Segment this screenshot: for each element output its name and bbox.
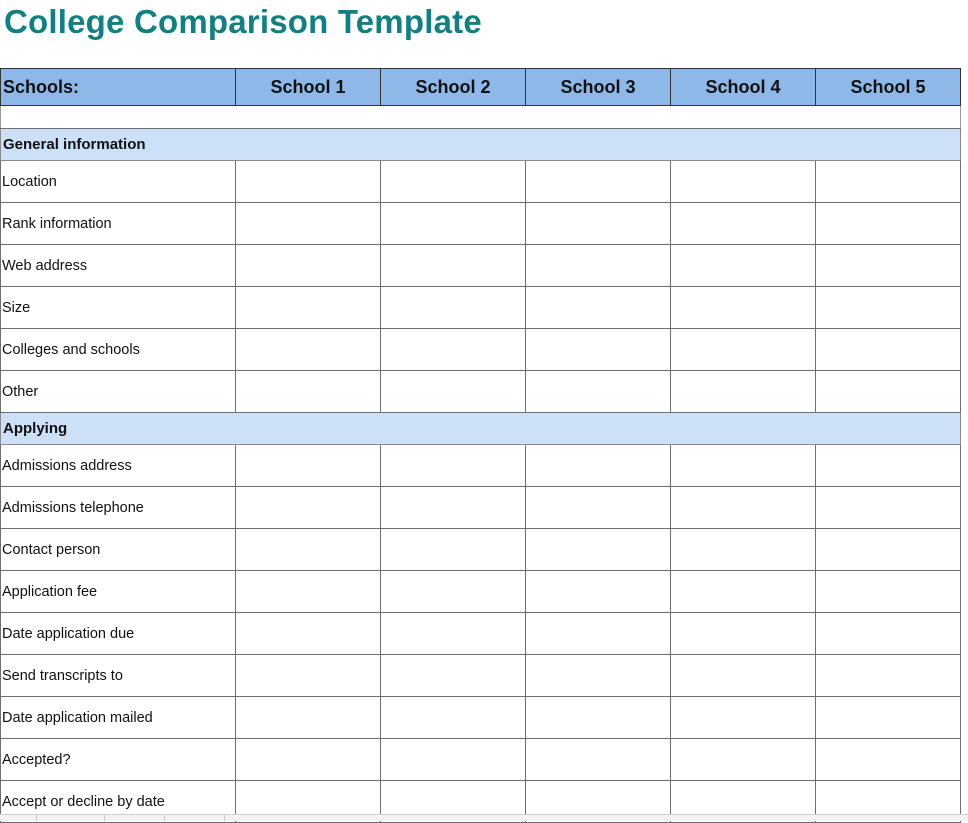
table-row bbox=[1, 329, 961, 371]
school-5-cell[interactable] bbox=[816, 739, 961, 781]
school-5-cell[interactable] bbox=[816, 161, 961, 203]
school-5-cell[interactable] bbox=[816, 445, 961, 487]
school-5-cell[interactable] bbox=[816, 287, 961, 329]
school-3-cell[interactable] bbox=[526, 571, 671, 613]
row-label[interactable]: Admissions telephone bbox=[1, 487, 236, 529]
school-3-cell[interactable] bbox=[526, 529, 671, 571]
school-4-cell[interactable] bbox=[671, 203, 816, 245]
tab-divider bbox=[224, 815, 225, 821]
school-3-cell[interactable] bbox=[526, 739, 671, 781]
school-3-cell[interactable] bbox=[526, 487, 671, 529]
table-row bbox=[1, 445, 961, 487]
school-3-cell[interactable] bbox=[526, 245, 671, 287]
school-4-cell[interactable] bbox=[671, 697, 816, 739]
school-1-cell[interactable] bbox=[236, 287, 381, 329]
table-row bbox=[1, 655, 961, 697]
school-header-4[interactable]: School 4 bbox=[671, 69, 816, 106]
row-label[interactable]: Send transcripts to bbox=[1, 655, 236, 697]
school-5-cell[interactable] bbox=[816, 697, 961, 739]
row-label[interactable]: Other bbox=[1, 371, 236, 413]
school-4-cell[interactable] bbox=[671, 571, 816, 613]
school-1-cell[interactable] bbox=[236, 739, 381, 781]
section-row bbox=[1, 413, 961, 445]
school-1-cell[interactable] bbox=[236, 371, 381, 413]
school-2-cell[interactable] bbox=[381, 571, 526, 613]
section-row bbox=[1, 129, 961, 161]
school-1-cell[interactable] bbox=[236, 613, 381, 655]
school-4-cell[interactable] bbox=[671, 529, 816, 571]
school-2-cell[interactable] bbox=[381, 329, 526, 371]
row-label[interactable]: Location bbox=[1, 161, 236, 203]
table-row bbox=[1, 697, 961, 739]
row-label[interactable]: Accept or decline by date bbox=[1, 781, 236, 823]
school-2-cell[interactable] bbox=[381, 161, 526, 203]
school-1-cell[interactable] bbox=[236, 445, 381, 487]
school-4-cell[interactable] bbox=[671, 161, 816, 203]
comparison-table bbox=[0, 68, 961, 823]
spacer-row bbox=[1, 106, 961, 129]
school-5-cell[interactable] bbox=[816, 371, 961, 413]
school-4-cell[interactable] bbox=[671, 613, 816, 655]
row-label[interactable]: Contact person bbox=[1, 529, 236, 571]
table-row bbox=[1, 613, 961, 655]
school-1-cell[interactable] bbox=[236, 571, 381, 613]
spacer-cell[interactable] bbox=[1, 106, 961, 129]
school-2-cell[interactable] bbox=[381, 655, 526, 697]
section-heading[interactable]: Applying bbox=[1, 413, 961, 445]
school-2-cell[interactable] bbox=[381, 371, 526, 413]
row-label[interactable]: Accepted? bbox=[1, 739, 236, 781]
school-5-cell[interactable] bbox=[816, 613, 961, 655]
school-1-cell[interactable] bbox=[236, 487, 381, 529]
school-3-cell[interactable] bbox=[526, 329, 671, 371]
row-label[interactable]: Date application mailed bbox=[1, 697, 236, 739]
row-label[interactable]: Admissions address bbox=[1, 445, 236, 487]
row-label[interactable]: Web address bbox=[1, 245, 236, 287]
school-2-cell[interactable] bbox=[381, 245, 526, 287]
school-1-cell[interactable] bbox=[236, 203, 381, 245]
row-label[interactable]: Date application due bbox=[1, 613, 236, 655]
school-2-cell[interactable] bbox=[381, 203, 526, 245]
school-2-cell[interactable] bbox=[381, 487, 526, 529]
school-2-cell[interactable] bbox=[381, 529, 526, 571]
row-label[interactable]: Application fee bbox=[1, 571, 236, 613]
row-label[interactable]: Rank information bbox=[1, 203, 236, 245]
table-row bbox=[1, 287, 961, 329]
row-label[interactable]: Colleges and schools bbox=[1, 329, 236, 371]
table-row bbox=[1, 571, 961, 613]
school-4-cell[interactable] bbox=[671, 287, 816, 329]
school-header-2[interactable]: School 2 bbox=[381, 69, 526, 106]
header-row bbox=[1, 69, 961, 106]
school-5-cell[interactable] bbox=[816, 487, 961, 529]
school-3-cell[interactable] bbox=[526, 655, 671, 697]
school-4-cell[interactable] bbox=[671, 739, 816, 781]
table-row bbox=[1, 161, 961, 203]
school-4-cell[interactable] bbox=[671, 487, 816, 529]
school-3-cell[interactable] bbox=[526, 203, 671, 245]
school-header-1[interactable]: School 1 bbox=[236, 69, 381, 106]
school-3-cell[interactable] bbox=[526, 371, 671, 413]
school-1-cell[interactable] bbox=[236, 245, 381, 287]
school-5-cell[interactable] bbox=[816, 245, 961, 287]
table-row bbox=[1, 739, 961, 781]
page-title: College Comparison Template bbox=[4, 3, 482, 40]
sections-body bbox=[1, 129, 961, 823]
school-3-cell[interactable] bbox=[526, 613, 671, 655]
school-header-5[interactable]: School 5 bbox=[816, 69, 961, 106]
school-4-cell[interactable] bbox=[671, 371, 816, 413]
school-1-cell[interactable] bbox=[236, 161, 381, 203]
school-3-cell[interactable] bbox=[526, 445, 671, 487]
table-row bbox=[1, 487, 961, 529]
school-5-cell[interactable] bbox=[816, 203, 961, 245]
school-3-cell[interactable] bbox=[526, 287, 671, 329]
school-4-cell[interactable] bbox=[671, 329, 816, 371]
school-3-cell[interactable] bbox=[526, 697, 671, 739]
school-1-cell[interactable] bbox=[236, 697, 381, 739]
school-1-cell[interactable] bbox=[236, 329, 381, 371]
school-2-cell[interactable] bbox=[381, 739, 526, 781]
school-4-cell[interactable] bbox=[671, 245, 816, 287]
tab-divider bbox=[164, 815, 165, 821]
school-2-cell[interactable] bbox=[381, 697, 526, 739]
tab-divider bbox=[104, 815, 105, 821]
table-row bbox=[1, 203, 961, 245]
school-1-cell[interactable] bbox=[236, 529, 381, 571]
school-2-cell[interactable] bbox=[381, 287, 526, 329]
school-5-cell[interactable] bbox=[816, 329, 961, 371]
school-1-cell[interactable] bbox=[236, 655, 381, 697]
table-row bbox=[1, 245, 961, 287]
school-5-cell[interactable] bbox=[816, 571, 961, 613]
school-4-cell[interactable] bbox=[671, 655, 816, 697]
table-row bbox=[1, 529, 961, 571]
tab-divider bbox=[36, 815, 37, 821]
school-2-cell[interactable] bbox=[381, 613, 526, 655]
schools-header-cell[interactable]: Schools: bbox=[1, 69, 236, 106]
school-header-3[interactable]: School 3 bbox=[526, 69, 671, 106]
school-5-cell[interactable] bbox=[816, 655, 961, 697]
school-4-cell[interactable] bbox=[671, 445, 816, 487]
section-heading[interactable]: General information bbox=[1, 129, 961, 161]
table-row bbox=[1, 371, 961, 413]
school-5-cell[interactable] bbox=[816, 529, 961, 571]
row-label[interactable]: Size bbox=[1, 287, 236, 329]
school-2-cell[interactable] bbox=[381, 445, 526, 487]
school-3-cell[interactable] bbox=[526, 161, 671, 203]
